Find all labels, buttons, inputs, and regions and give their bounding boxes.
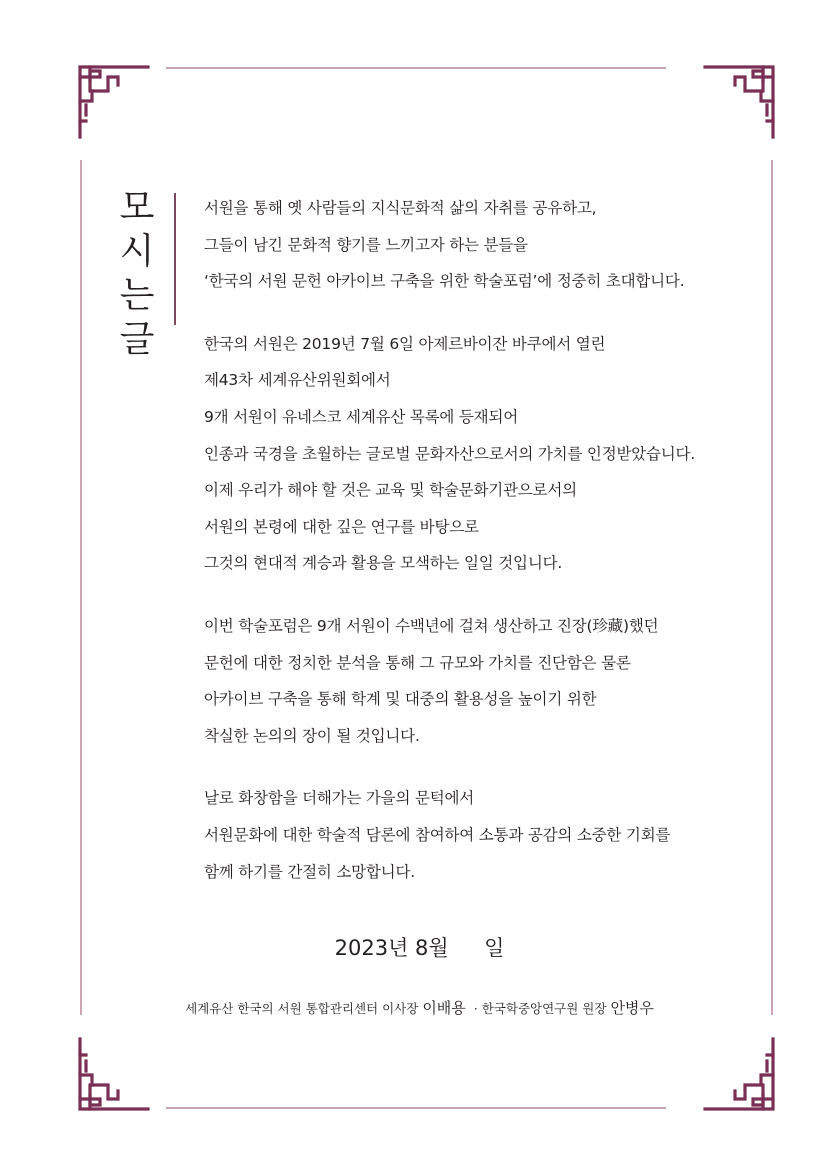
text-line: ‘한국의 서원 문헌 아카이브 구축을 위한 학술포럼’에 정중히 초대합니다. (204, 272, 685, 291)
text-line: 인종과 국경을 초월하는 글로벌 문화자산으로서의 가치를 인정받았습니다. (204, 444, 696, 463)
title-char: 모 (119, 187, 155, 228)
paragraph-4 (204, 780, 774, 890)
text-line: 문헌에 대한 정치한 분석을 통해 그 규모와 가치를 진단함은 물론 (204, 653, 631, 672)
frame-left-line (80, 160, 82, 1015)
date-year-month: 2023년 8월 (334, 936, 449, 960)
text-line: 이번 학술포럼은 9개 서원이 수백년에 걸쳐 생산하고 진장(珍藏)했던 (204, 616, 659, 635)
signature-line (0, 997, 839, 1018)
frame-bottom-line (166, 1107, 666, 1109)
date-day: 일 (484, 936, 505, 960)
text-line: 그들이 남긴 문화적 향기를 느끼고자 하는 분들을 (204, 235, 528, 254)
title-char: 는 (119, 275, 155, 316)
signer-1-name: 이배용 (422, 999, 466, 1017)
letter-body (204, 190, 774, 916)
text-line: 그것의 현대적 계승과 활용을 모색하는 일일 것입니다. (204, 554, 563, 573)
corner-ornament-top-left (78, 65, 150, 139)
text-line: 아카이브 구축을 통해 학계 및 대중의 활용성을 높이기 위한 (204, 690, 597, 709)
paragraph-1 (204, 190, 774, 300)
text-line: 9개 서원이 유네스코 세계유산 목록에 등재되어 (204, 407, 518, 426)
letter-date (0, 932, 839, 962)
title-divider (174, 193, 176, 325)
title-char: 시 (119, 231, 155, 272)
text-line: 서원문화에 대한 학술적 담론에 참여하여 소통과 공감의 소중한 기회를 (204, 825, 671, 844)
frame-top-line (166, 67, 666, 69)
signer-2-org: 한국학중앙연구원 원장 (481, 1001, 607, 1016)
signature-separator: · (473, 1001, 478, 1016)
text-line: 이제 우리가 해야 할 것은 교육 및 학술문화기관으로서의 (204, 481, 577, 500)
page-title (112, 186, 162, 362)
text-line: 날로 화창함을 더해가는 가을의 문턱에서 (204, 789, 475, 808)
title-char: 글 (119, 319, 155, 360)
paragraph-2 (204, 326, 774, 582)
text-line: 제43차 세계유산위원회에서 (204, 371, 391, 390)
text-line: 함께 하기를 간절히 소망합니다. (204, 862, 415, 881)
signer-1-org: 세계유산 한국의 서원 통합관리센터 이사장 (185, 1001, 419, 1016)
signer-2-name: 안병우 (610, 999, 654, 1017)
paragraph-3 (204, 608, 774, 754)
text-line: 한국의 서원은 2019년 7월 6일 아제르바이잔 바쿠에서 열린 (204, 334, 606, 353)
corner-ornament-bottom-left (78, 1037, 150, 1111)
text-line: 서원을 통해 옛 사람들의 지식문화적 삶의 자취를 공유하고, (204, 199, 597, 217)
text-line: 착실한 논의의 장이 될 것입니다. (204, 726, 420, 745)
corner-ornament-bottom-right (703, 1037, 775, 1111)
text-line: 서원의 본령에 대한 깊은 연구를 바탕으로 (204, 517, 479, 536)
corner-ornament-top-right (703, 65, 775, 139)
